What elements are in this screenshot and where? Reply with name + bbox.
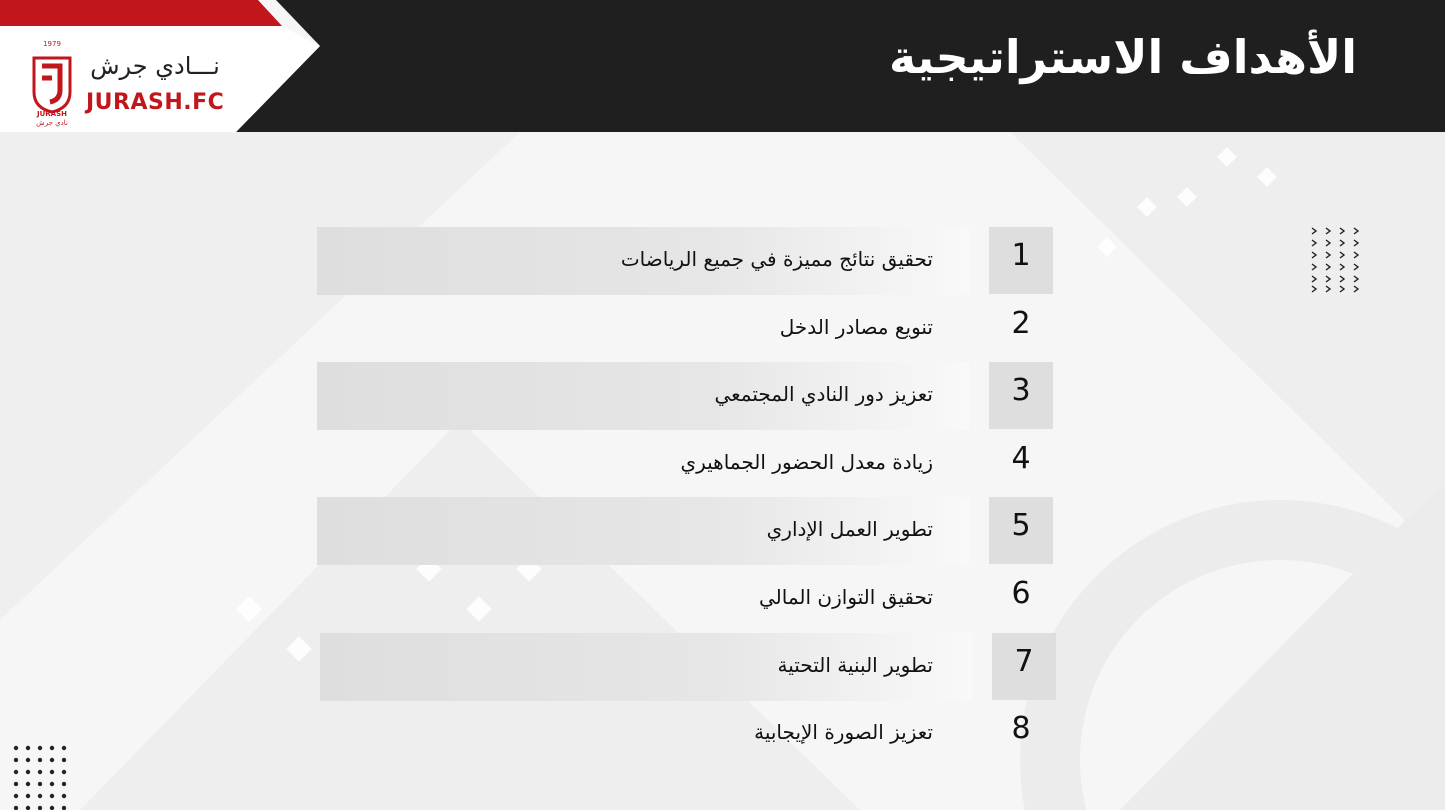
- goal-text: تنويع مصادر الدخل: [779, 315, 933, 339]
- goal-number: 7: [1014, 644, 1034, 679]
- goal-number: 4: [1011, 441, 1031, 476]
- goal-row-3: [0, 362, 1445, 430]
- goal-row-6: [0, 565, 1445, 633]
- logo-arabic-name: نـــادي جرش: [90, 52, 220, 80]
- goal-number: 6: [1011, 576, 1031, 611]
- goal-text: تحقيق التوازن المالي: [758, 585, 933, 609]
- goal-text: زيادة معدل الحضور الجماهيري: [680, 450, 933, 474]
- goal-number: 8: [1011, 711, 1031, 746]
- logo-latin-name: JURASH.FC: [86, 90, 225, 115]
- page-title: الأهداف الاستراتيجية: [889, 30, 1357, 84]
- goal-number: 5: [1011, 508, 1031, 543]
- goal-row-5: [0, 497, 1445, 565]
- goal-row-7: [0, 633, 1445, 701]
- goal-row-2: [0, 295, 1445, 363]
- goal-number: 3: [1011, 373, 1031, 408]
- goal-row-8: [0, 700, 1445, 768]
- goal-number: 2: [1011, 306, 1031, 341]
- goal-text: تعزيز دور النادي المجتمعي: [714, 382, 933, 406]
- goal-row-1: [0, 227, 1445, 295]
- logo-badge-arabic: نادي جرش: [36, 119, 68, 127]
- logo-badge-english: JURASH: [37, 110, 67, 118]
- goal-text: تطوير البنية التحتية: [777, 653, 933, 677]
- goal-text: تعزيز الصورة الإيجابية: [754, 720, 933, 744]
- goal-row-4: [0, 430, 1445, 498]
- goal-text: تحقيق نتائج مميزة في جميع الرياضات: [620, 247, 933, 271]
- goal-text: تطوير العمل الإداري: [766, 517, 933, 541]
- goal-number: 1: [1011, 238, 1031, 273]
- logo-year: 1979: [43, 40, 61, 48]
